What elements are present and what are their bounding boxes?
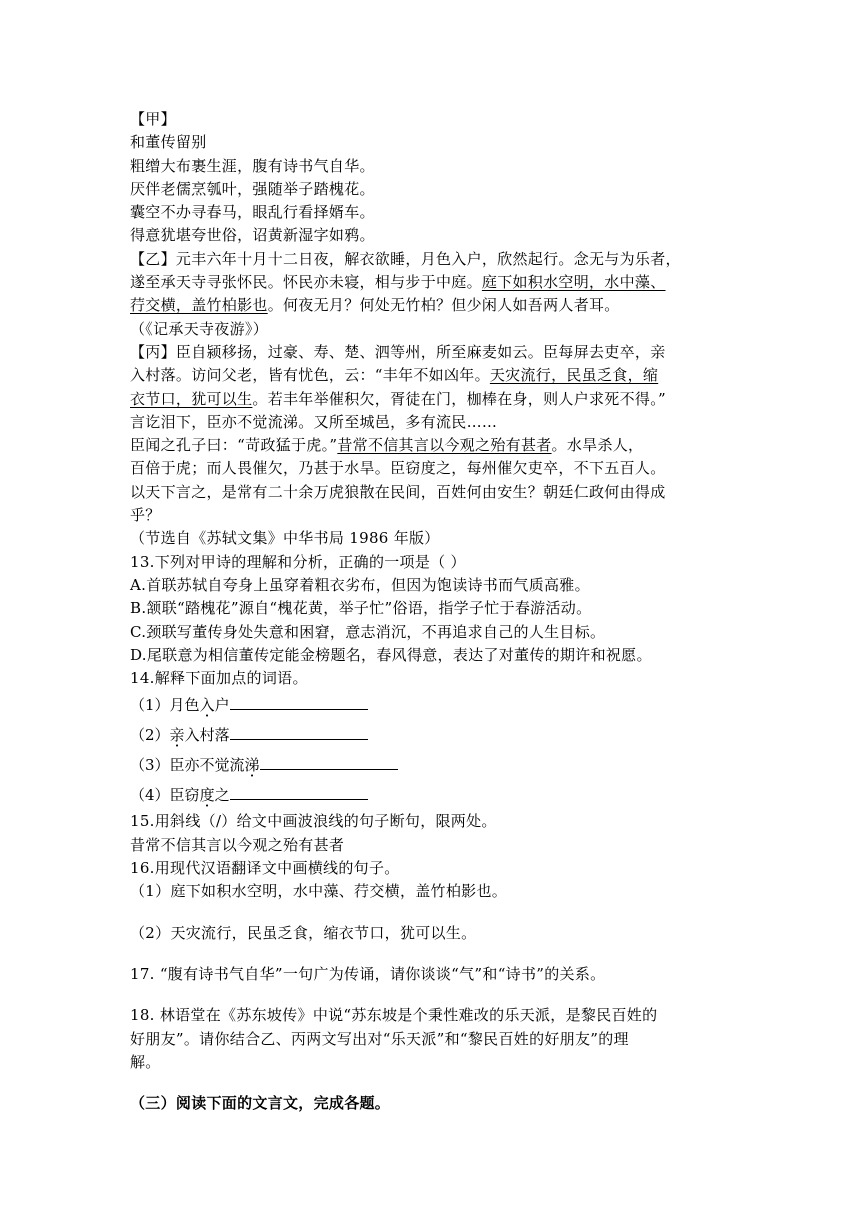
bing-text-segment: 。若丰年举催积欠，胥徒在门，枷棒在身，则人户求死不得。”: [252, 389, 666, 408]
yi-text-line: 【乙】元丰六年十月十二日夜，解衣欲睡，月色入户，欣然起行。念无与为乐者，: [130, 249, 681, 268]
answer-space[interactable]: [130, 945, 735, 963]
bing-text-segment: 入村落。访问父老，皆有忧色，云：“丰年不如凶年。: [130, 366, 490, 385]
yi-text-line: [130, 294, 735, 317]
bing-text-line: 【丙】臣自颍移扬，过豪、寿、楚、泗等州，所至麻麦如云。臣每屏去吏卒，亲: [130, 342, 666, 361]
question-14-item: [130, 750, 735, 780]
question-13-option-d: D.尾联意为相信董传定能金榜题名，春风得意，表达了对董传的期许和祝愿。: [130, 645, 652, 664]
bing-text-line: [130, 364, 735, 387]
bing-underlined-sentence: 衣节口，犹可以生: [130, 389, 253, 408]
item-number: （3）: [130, 756, 170, 775]
dotted-word: 入: [199, 696, 215, 715]
spacer: [130, 1074, 735, 1092]
question-17: 17. “腹有诗书气自华”一句广为传诵，请你谈谈“气”和“诗书”的关系。: [130, 964, 606, 983]
answer-blank[interactable]: [230, 725, 368, 740]
item-number: （2）: [130, 726, 170, 745]
question-15-sentence: 昔常不信其言以今观之殆有甚者: [130, 835, 345, 854]
question-14-stem: 14.解释下面加点的词语。: [130, 669, 308, 688]
poem-line: 得意犹堪夸世俗，诏黄新湿字如鸦。: [130, 226, 375, 245]
question-15-stem: 15.用斜线（/）给文中画波浪线的句子断句，限两处。: [130, 812, 497, 831]
bing-text-line: [130, 388, 735, 411]
item-text: 臣亦不觉流: [169, 756, 245, 775]
yi-underlined-sentence: 庭下如积水空明，水中藻、: [481, 273, 666, 292]
bing-text-line: 言讫泪下，臣亦不觉流涕。又所至城邑，多有流民……: [130, 412, 498, 431]
question-13-option-c: C.颈联写董传身处失意和困窘，意志消沉，不再追求自己的人生目标。: [130, 622, 606, 641]
question-16-item-2: （2）天灾流行，民虽乏食，缩衣节口，犹可以生。: [130, 923, 477, 942]
item-text: 户: [214, 696, 230, 715]
yi-source: （《记承天寺夜游》）: [130, 319, 269, 338]
question-18-line: 好朋友”。请你结合乙、丙两文写出对“乐天派”和“黎民百姓的好朋友”的理: [130, 1029, 629, 1048]
yi-underlined-sentence: 荇交横，盖竹柏影也: [130, 296, 268, 315]
item-text: 月色: [169, 696, 200, 715]
bing-underlined-sentence: 天灾流行，民虽乏食，缩: [489, 366, 659, 385]
question-14-item: [130, 690, 735, 720]
bing-source: （节选自《苏轼文集》中华书局 1986 年版）: [130, 529, 440, 548]
yi-text-segment: 遂至承天寺寻张怀民。怀民亦未寝，相与步于中庭。: [130, 273, 482, 292]
item-text: 之: [214, 786, 230, 805]
bing-text-line: [130, 434, 735, 457]
item-number: （4）: [130, 786, 170, 805]
item-text: 入村落: [184, 726, 230, 745]
bing-text-line: 乎？: [130, 506, 161, 525]
question-18-line: 解。: [130, 1052, 161, 1071]
bing-text-segment: 臣闻之孔子曰：“苛政猛于虎。”: [130, 436, 338, 455]
document-page: [130, 108, 735, 1115]
answer-space[interactable]: [130, 986, 735, 1004]
question-14-item: [130, 780, 735, 810]
bing-text-line: 百倍于虎；而人畏催欠，乃甚于水旱。臣窃度之，每州催欠吏卒，不下五百人。: [130, 459, 666, 478]
answer-blank[interactable]: [230, 785, 368, 800]
answer-blank[interactable]: [260, 755, 398, 770]
poem-title: 和董传留别: [130, 133, 207, 152]
jia-tag: 【甲】: [130, 110, 176, 128]
answer-blank[interactable]: [230, 695, 368, 710]
poem-line: 粗缯大布裹生涯，腹有诗书气自华。: [130, 156, 375, 175]
item-number: （1）: [130, 696, 170, 715]
item-text: 臣窃: [169, 786, 200, 805]
question-13-stem: 13.下列对甲诗的理解和分析，正确的一项是（ ）: [130, 552, 466, 571]
section-3-heading: （三）阅读下面的文言文，完成各题。: [130, 1094, 391, 1113]
poem-line: 囊空不办寻春马，眼乱行看择婿车。: [130, 203, 375, 222]
answer-space[interactable]: [130, 904, 735, 922]
question-13-option-a: A.首联苏轼自夸身上虽穿着粗衣劣布，但因为饱读诗书而气质高雅。: [130, 575, 590, 594]
yi-text-segment: 。何夜无月？何处无竹柏？但少闲人如吾两人者耳。: [267, 296, 620, 315]
poem-line: 厌伴老儒烹瓠叶，强随举子踏槐花。: [130, 179, 375, 198]
question-13-option-b: B.颔联“踏槐花”源自“槐花黄，举子忙”俗语，指学子忙于春游活动。: [130, 599, 592, 618]
dotted-word: 亲: [169, 726, 185, 745]
question-14-item: [130, 720, 735, 750]
dotted-word: 涕: [244, 756, 260, 775]
bing-wavy-sentence: 昔常不信其言以今观之殆有甚者: [337, 436, 552, 455]
question-16-item-1: （1）庭下如积水空明，水中藻、荇交横，盖竹柏影也。: [130, 882, 508, 901]
bing-text-segment: 。水旱杀人，: [551, 436, 644, 455]
question-18-line: 18. 林语堂在《苏东坡传》中说“苏东坡是个秉性难改的乐天派，是黎民百姓的: [130, 1006, 658, 1025]
bing-text-line: 以天下言之，是常有二十余万虎狼散在民间，百姓何由安生？朝廷仁政何由得成: [130, 482, 666, 501]
yi-text-line: [130, 271, 735, 294]
question-16-stem: 16.用现代汉语翻译文中画横线的句子。: [130, 859, 400, 878]
dotted-word: 度: [199, 786, 215, 805]
